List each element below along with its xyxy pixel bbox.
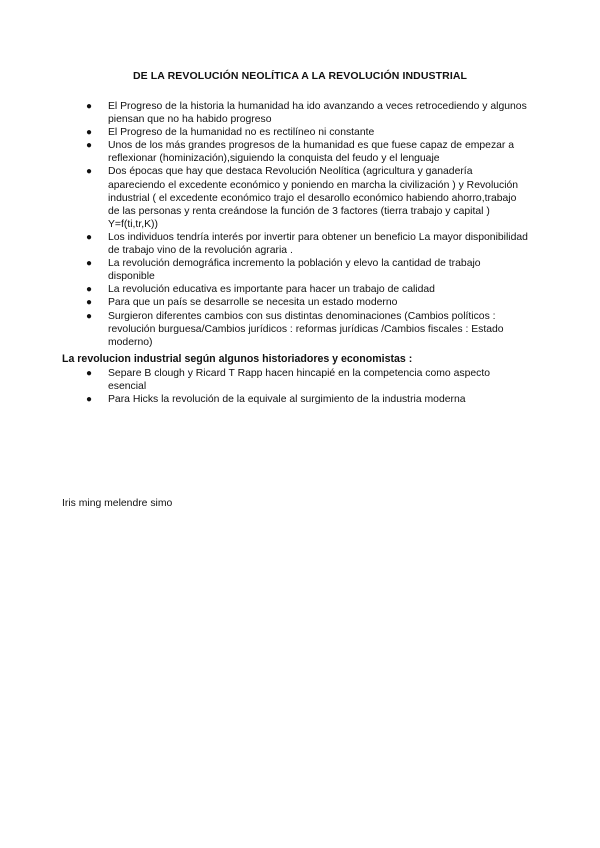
bullet-icon: ● bbox=[86, 140, 93, 152]
bullet-icon: ● bbox=[86, 101, 93, 112]
list-item-text: La revolución educativa es importante para hacer un trabajo de calidad bbox=[108, 284, 435, 296]
list-item bbox=[0, 165, 528, 230]
list-item-text: Para que un país se desarrolle se necesita un estado moderno bbox=[108, 297, 398, 309]
list-item bbox=[0, 367, 528, 393]
bullet-icon: ● bbox=[86, 310, 93, 322]
list-item-text: Los individuos tendría interés por invertir para obtener un beneficio La mayor disponibilidad de trabajo vino de la revolución agraria . bbox=[108, 231, 528, 257]
section-heading: La revolucion industrial según algunos historiadores y economistas : bbox=[62, 353, 413, 365]
main-bullet-list bbox=[0, 100, 528, 349]
list-item bbox=[0, 231, 528, 257]
list-item bbox=[0, 126, 528, 139]
bullet-icon: ● bbox=[86, 231, 93, 243]
list-item-text: Unos de los más grandes progresos de la humanidad es que fuese capaz de empezar a reflexionar (hominización),siguiendo la conquista del feudo y el lenguaje bbox=[108, 140, 515, 165]
bullet-icon: ● bbox=[86, 166, 93, 178]
list-item-text: El Progreso de la humanidad no es rectilíneo ni constante bbox=[108, 127, 375, 139]
list-item-text: Separe B clough y Ricard T Rapp hacen hincapié en la competencia como aspecto esencial bbox=[108, 368, 490, 393]
document-title: DE LA REVOLUCIÓN NEOLÍTICA A LA REVOLUCIÓN INDUSTRIAL bbox=[132, 70, 468, 82]
bullet-icon: ● bbox=[86, 368, 93, 379]
list-item-text: Para Hicks la revolución de la equivale al surgimiento de la industria moderna bbox=[108, 394, 466, 406]
list-item bbox=[0, 393, 528, 406]
author-name: Iris ming melendre simo bbox=[62, 498, 173, 509]
list-item bbox=[0, 100, 528, 126]
bullet-icon: ● bbox=[86, 284, 93, 296]
list-item bbox=[0, 139, 528, 165]
bullet-icon: ● bbox=[86, 297, 93, 309]
list-item-text: Surgieron diferentes cambios con sus distintas denominaciones (Cambios políticos : revolución burguesa/Cambios jurídicos : reformas jurídicas /Cambios fiscales : Estado moderno) bbox=[108, 310, 504, 348]
list-item bbox=[0, 283, 528, 296]
list-item bbox=[0, 310, 528, 349]
bullet-icon: ● bbox=[86, 258, 93, 270]
list-item bbox=[0, 296, 528, 309]
list-item-text: La revolución demográfica incremento la población y elevo la cantidad de trabajo disponible bbox=[108, 258, 481, 283]
list-item-text: Dos épocas que hay que destaca Revolución Neolítica (agricultura y ganadería apareciendo el excedente económico y poniendo en marcha la civilización ) y Revolución industrial ( el excedente económico trajo el desarollo económico habiendo ahorro,trabajo de las personas y renta creándose la función de 3 factores (tierra trabajo y capital ) Y=f(ti,tr,K)) bbox=[108, 166, 519, 230]
bullet-icon: ● bbox=[86, 394, 93, 406]
secondary-bullet-list bbox=[0, 367, 528, 406]
list-item-text: El Progreso de la historia la humanidad ha ido avanzando a veces retrocediendo y algunos piensan que no ha habido progreso bbox=[108, 101, 527, 126]
bullet-icon: ● bbox=[86, 127, 93, 139]
list-item bbox=[0, 257, 528, 283]
